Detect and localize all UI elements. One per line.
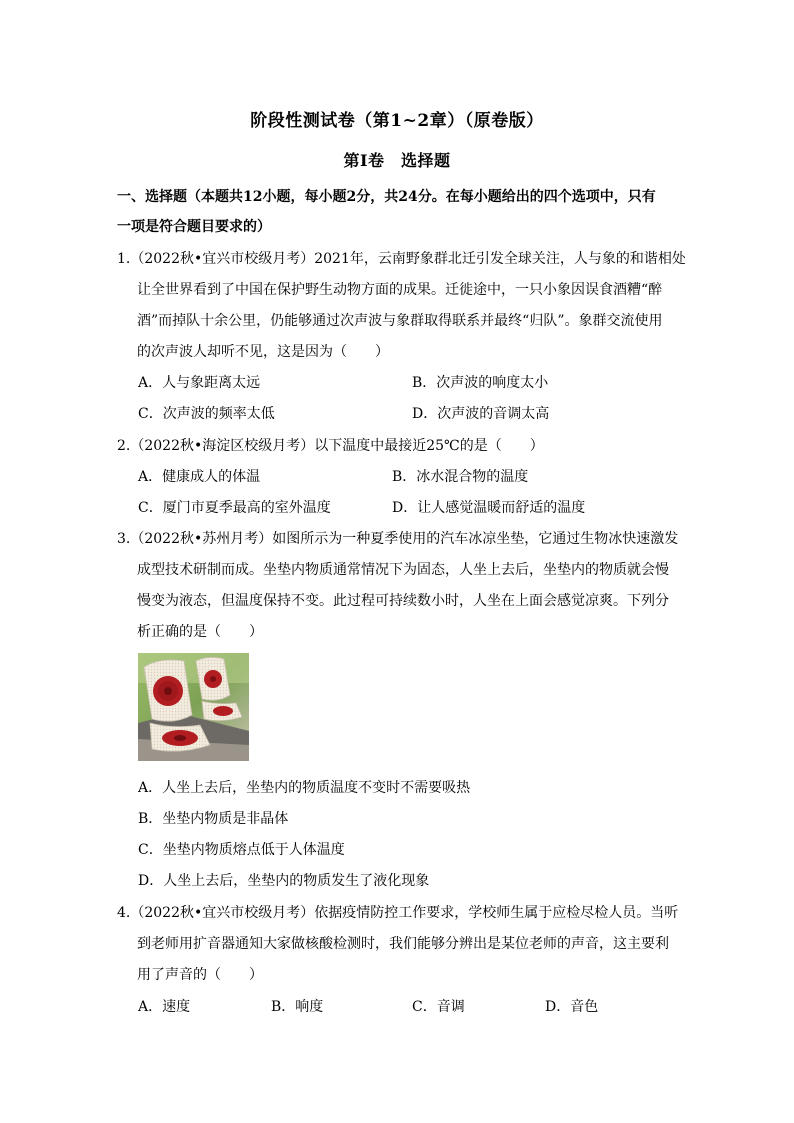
q2-option-c: C．厦门市夏季最高的室外温度 bbox=[138, 500, 331, 516]
q1-stem-line4: 的次声波人却听不见，这是因为（ ） bbox=[137, 344, 389, 360]
q4-stem-line1: 4.（2022秋•宜兴市校级月考）依据疫情防控工作要求，学校师生属于应检尽检人员。当听 bbox=[117, 905, 679, 921]
q4-option-c: C．音调 bbox=[412, 999, 465, 1015]
q1-stem-line1: 1.（2022秋•宜兴市校级月考）2021年，云南野象群北迁引发全球关注，人与象的和谐相处 bbox=[117, 251, 686, 267]
q3-stem-line4: 析正确的是（ ） bbox=[137, 624, 263, 640]
section-subtitle: 第Ⅰ卷 选择题 bbox=[343, 151, 451, 170]
q4-option-d: D．音色 bbox=[545, 999, 599, 1015]
section-instructions-line2: 一项是符合题目要求的） bbox=[117, 219, 271, 235]
q1-option-d: D．次声波的音调太高 bbox=[412, 406, 550, 422]
q2-stem-line1: 2.（2022秋•海淀区校级月考）以下温度中最接近25℃的是（ ） bbox=[117, 438, 544, 454]
document-title: 阶段性测试卷（第1~2章）（原卷版） bbox=[250, 111, 544, 131]
section-instructions-line1: 一、选择题（本题共12小题，每小题2分，共24分。在每小题给出的四个选项中，只有 bbox=[117, 189, 656, 205]
q3-option-d: D．人坐上去后，坐垫内的物质发生了液化现象 bbox=[138, 873, 430, 889]
q2-option-a: A．健康成人的体温 bbox=[138, 469, 261, 485]
q1-option-c: C．次声波的频率太低 bbox=[138, 406, 275, 422]
q3-option-b: B．坐垫内物质是非晶体 bbox=[138, 811, 289, 827]
q3-option-a: A．人坐上去后，坐垫内的物质温度不变时不需要吸热 bbox=[138, 780, 471, 796]
q1-option-b: B．次声波的响度太小 bbox=[412, 375, 549, 391]
q1-stem-line2: 让全世界看到了中国在保护野生动物方面的成果。迁徙途中，一只小象因误食酒糟“醉 bbox=[137, 282, 663, 298]
q3-stem-line2: 成型技术研制而成。坐垫内物质通常情况下为固态，人坐上去后，坐垫内的物质就会慢 bbox=[137, 562, 669, 578]
q3-stem-line3: 慢变为液态，但温度保持不变。此过程可持续数小时，人坐在上面会感觉凉爽。下列分 bbox=[137, 593, 669, 609]
q1-stem-line3: 酒”而掉队十余公里，仍能够通过次声波与象群取得联系并最终“归队”。象群交流使用 bbox=[137, 313, 663, 329]
q2-option-d: D．让人感觉温暖而舒适的温度 bbox=[392, 500, 586, 516]
car-seat-cushion-image bbox=[138, 653, 249, 761]
q4-stem-line3: 用了声音的（ ） bbox=[137, 967, 263, 983]
q1-option-a: A．人与象距离太远 bbox=[138, 375, 261, 391]
q4-stem-line2: 到老师用扩音器通知大家做核酸检测时，我们能够分辨出是某位老师的声音，这主要利 bbox=[137, 936, 669, 952]
q3-stem-line1: 3.（2022秋•苏州月考）如图所示为一种夏季使用的汽车冰凉坐垫，它通过生物冰快速激发 bbox=[117, 531, 679, 547]
q4-option-b: B．响度 bbox=[271, 999, 324, 1015]
q3-option-c: C．坐垫内物质熔点低于人体温度 bbox=[138, 842, 345, 858]
q4-option-a: A．速度 bbox=[138, 999, 191, 1015]
q2-option-b: B．冰水混合物的温度 bbox=[392, 469, 529, 485]
